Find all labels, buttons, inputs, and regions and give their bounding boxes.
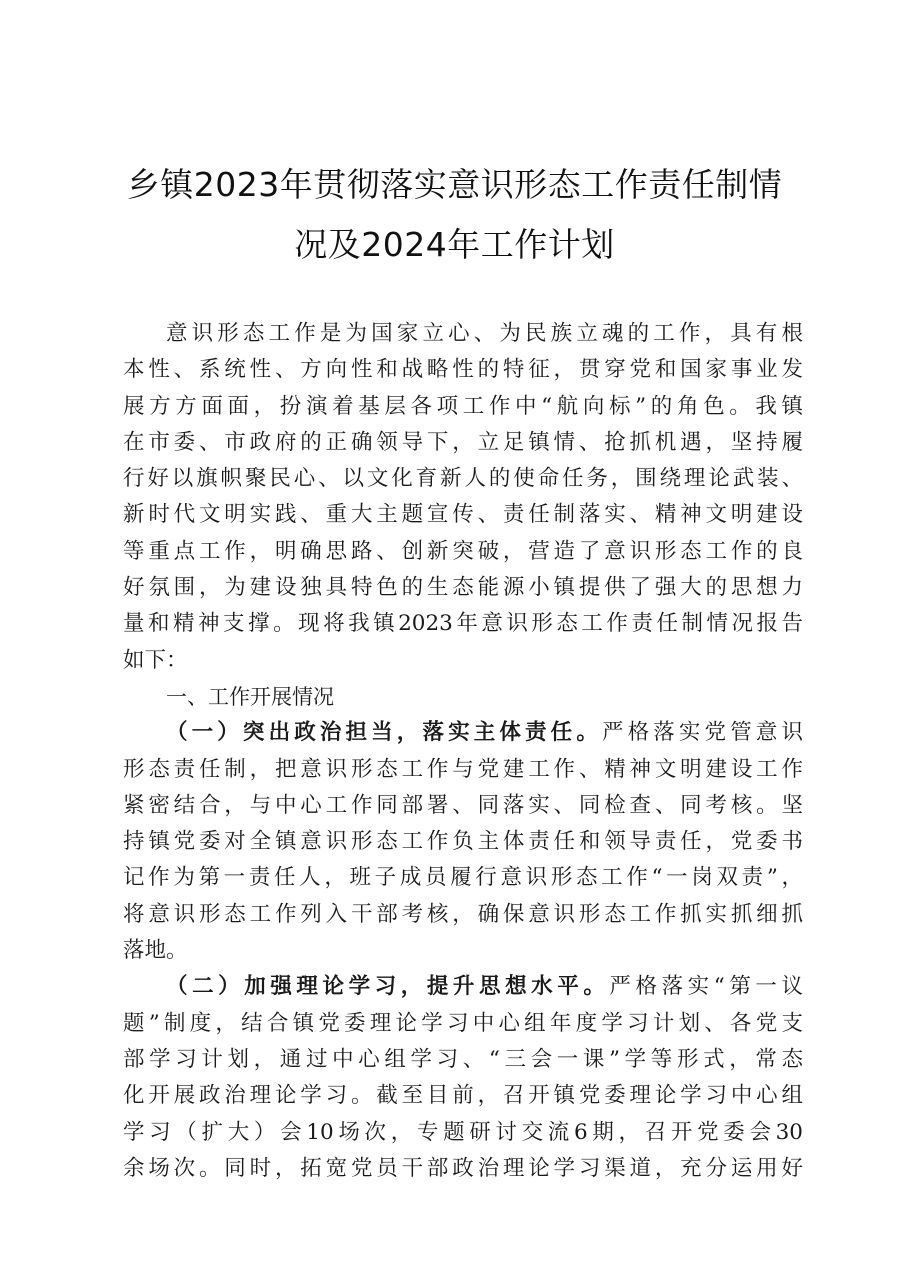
item1-first-line — [123, 715, 803, 751]
item2-first-line-rest: 严格落实“第一议 — [609, 974, 803, 1000]
intro-line: 行好以旗帜聚民心、以文化育新人的使命任务，围绕理论武装、 — [123, 466, 803, 492]
document-title-line-1: 乡镇2023年贯彻落实意识形态工作责任制情 — [126, 165, 783, 204]
intro-line: 本性、系统性、方向性和战略性的特征，贯穿党和国家事业发 — [123, 357, 803, 383]
section-heading: 一、工作开展情况 — [166, 684, 334, 709]
document-body — [123, 316, 803, 1187]
item2-line: 部学习计划，通过中心组学习、“三会一课”学等形式，常态 — [123, 1046, 803, 1072]
intro-line: 展方方面面，扮演着基层各项工作中“航向标”的角色。我镇 — [123, 393, 803, 419]
item1-line: 形态责任制，把意识形态工作与党建工作、精神文明建设工作 — [123, 756, 803, 782]
intro-line: 好氛围，为建设独具特色的生态能源小镇提供了强大的思想力 — [123, 575, 803, 601]
item1-line: 记作为第一责任人，班子成员履行意识形态工作“一岗双责”， — [123, 865, 803, 891]
item2-line: 学习（扩大）会10场次，专题研讨交流6期，召开党委会30 — [123, 1119, 803, 1145]
item2-line: 余场次。同时，拓宽党员干部政治理论学习渠道，充分运用好 — [123, 1155, 803, 1181]
document-title-line-2: 况及2024年工作计划 — [294, 225, 615, 264]
item2-line: 化开展政治理论学习。截至目前，召开镇党委理论学习中心组 — [123, 1083, 803, 1109]
item2-lead: （二）加强理论学习，提升思想水平。 — [166, 974, 610, 1000]
intro-line: 如下： — [123, 647, 188, 673]
item1-line: 紧密结合，与中心工作同部署、同落实、同检查、同考核。坚 — [123, 792, 803, 818]
item1-line: 将意识形态工作列入干部考核，确保意识形态工作抓实抓细抓 — [123, 901, 803, 927]
intro-line: 意识形态工作是为国家立心、为民族立魂的工作，具有根 — [166, 321, 803, 346]
item2-line: 题”制度，结合镇党委理论学习中心组年度学习计划、各党支 — [123, 1010, 803, 1036]
intro-line: 等重点工作，明确思路、创新突破，营造了意识形态工作的良 — [123, 538, 803, 564]
intro-line: 在市委、市政府的正确领导下，立足镇情、抢抓机遇，坚持履 — [123, 429, 803, 455]
item2-first-line — [123, 969, 803, 1005]
item1-first-line-rest: 严格落实党管意识 — [601, 720, 803, 746]
item1-lead: （一）突出政治担当，落实主体责任。 — [166, 720, 602, 746]
intro-line: 新时代文明实践、重大主题宣传、责任制落实、精神文明建设 — [123, 502, 803, 528]
item1-line: 落地。 — [123, 938, 188, 964]
item1-line: 持镇党委对全镇意识形态工作负主体责任和领导责任，党委书 — [123, 829, 803, 855]
intro-line: 量和精神支撑。现将我镇2023年意识形态工作责任制情况报告 — [123, 611, 803, 637]
